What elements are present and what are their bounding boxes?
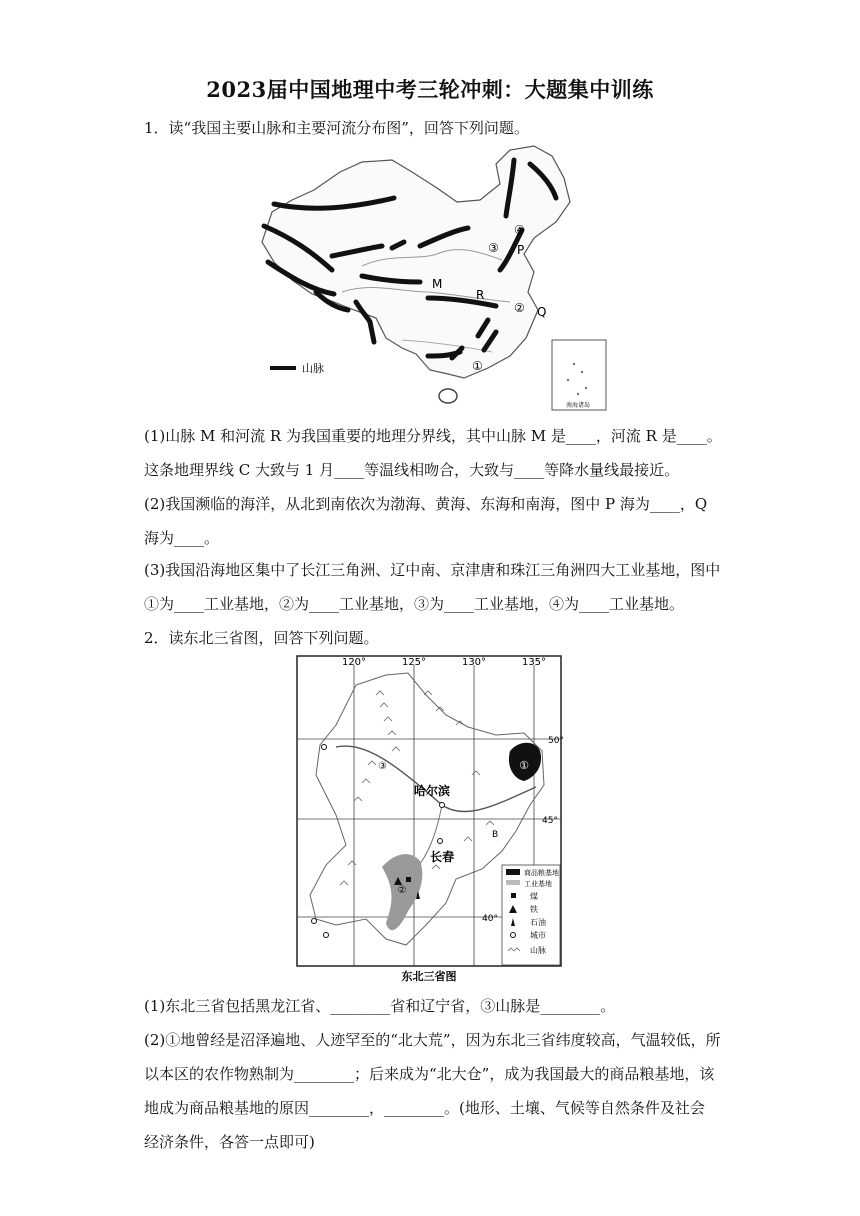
label-1: ① [472,359,483,373]
svg-text:铁: 铁 [530,905,538,914]
svg-text:山脉: 山脉 [530,946,546,955]
q2-part2-line4: 经济条件，各答一点即可) [144,1133,315,1151]
china-mountains-rivers-map [252,142,612,414]
city-changchun [438,839,443,844]
northeast-provinces-map [296,655,562,985]
label-R: R [476,288,485,302]
svg-text:50°: 50° [548,736,564,746]
q1-part2-line1: (2)我国濒临的海洋，从北到南依次为渤海、黄海、东海和南海，图中 P 海为____，Q [144,495,708,513]
label-P: P [517,243,525,257]
svg-text:石油: 石油 [530,918,546,927]
svg-text:城市: 城市 [530,931,546,940]
label-2: ② [514,301,525,315]
q1-intro: 1．读“我国主要山脉和主要河流分布图”，回答下列问题。 [144,119,529,137]
svg-text:商品粮基地: 商品粮基地 [524,869,559,877]
svg-text:B: B [492,830,499,840]
inset-label: 南海诸岛 [565,402,591,409]
q2-part2-line1: (2)①地曾经是沼泽遍地、人迹罕至的“北大荒”，因为东北三省纬度较高，气温较低，所 [144,1031,721,1049]
svg-text:哈尔滨: 哈尔滨 [413,784,451,798]
q2-part1-line: (1)东北三省包括黑龙江省、________省和辽宁省，③山脉是________。 [144,997,616,1015]
q2-part2-line3: 地成为商品粮基地的原因________，________。(地形、土壤、气候等自然条件及社会 [144,1099,705,1117]
q2-intro: 2．读东北三省图，回答下列问题。 [144,629,379,647]
legend-mountain-label: 山脉 [302,362,324,375]
svg-text:40°: 40° [482,914,498,924]
svg-text:工业基地: 工业基地 [524,880,552,888]
page-title: 2023届中国地理中考三轮冲刺：大题集中训练 [206,77,654,102]
q1-part2-line2: 海为____。 [144,529,220,547]
svg-text:煤: 煤 [530,892,538,901]
q1-part1-line1: (1)山脉 M 和河流 R 为我国重要的地理分界线，其中山脉 M 是____，河流 R 是____。 [144,427,722,445]
label-4: ④ [514,223,525,237]
map-caption: 东北三省图 [401,970,457,983]
hainan-island [439,389,457,403]
svg-text:长春: 长春 [429,850,455,864]
city-harbin [440,803,445,808]
q1-part1-line2: 这条地理界线 C 大致与 1 月____等温线相吻合，大致与____等降水量线最接近。 [144,461,680,479]
svg-text:135°: 135° [521,657,547,668]
svg-text:②: ② [397,885,407,896]
q1-part3-line1: (3)我国沿海地区集中了长江三角洲、辽中南、京津唐和珠江三角洲四大工业基地，图中 [144,561,721,579]
label-M: M [432,277,443,291]
svg-text:130°: 130° [461,657,487,668]
svg-text:120°: 120° [341,657,367,668]
q2-part2-line2: 以本区的农作物熟制为________；后来成为“北大仓”，成为我国最大的商品粮基地，该 [144,1065,715,1083]
svg-text:③: ③ [378,761,387,772]
label-3: ③ [488,241,499,255]
q1-part3-line2: ①为____工业基地，②为____工业基地，③为____工业基地，④为____工业基地。 [144,595,685,613]
svg-text:125°: 125° [401,657,427,668]
china-outline [262,146,570,378]
svg-text:45°: 45° [542,816,558,826]
label-Q: Q [537,305,547,319]
south-sea-inset [552,340,606,410]
svg-text:①: ① [519,759,529,772]
